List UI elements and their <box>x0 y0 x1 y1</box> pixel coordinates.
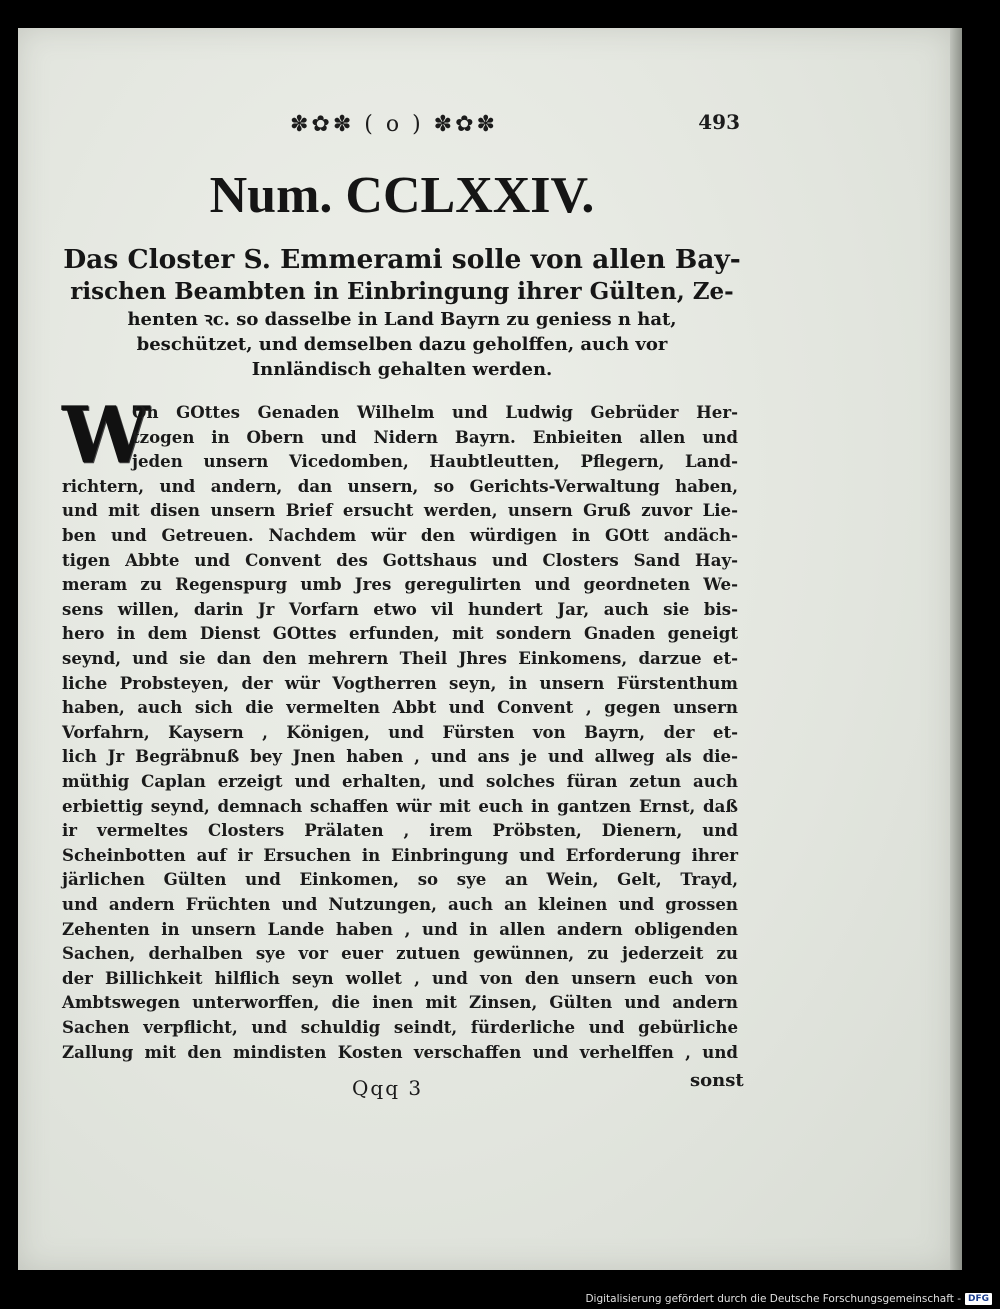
body-line: Vorfahrn, Kaysern , Königen, und Fürsten von Bayrn, der et- <box>62 721 738 742</box>
catchword: sonst <box>690 1070 744 1091</box>
body-line: ben und Getreuen. Nachdem wür den würdigen in GOtt andäch- <box>62 525 738 545</box>
body-line: Scheinbotten auf ir Ersuchen in Einbringung und Erforderung ihrer <box>62 844 738 865</box>
credit-text: Digitalisierung gefördert durch die Deutsche Forschungsgemeinschaft - <box>585 1293 961 1305</box>
subtitle-line-3: henten ꝛc. so dasselbe in Land Bayrn zu geniess n hat, <box>127 309 677 330</box>
body-line: ir vermeltes Closters Prälaten , irem Pröbsten, Dienern, und <box>62 820 738 841</box>
body-line: tzogen in Obern und Nidern Bayrn. Enbieiten allen und <box>132 426 738 447</box>
body-line: liche Probsteyen, der wür Vogtherren seyn, in unsern Fürstenthum <box>62 672 738 693</box>
decorated-initial: W <box>62 390 150 481</box>
body-line: lich Jr Begräbnuß bey Jnen haben , und ans je und allweg als die- <box>62 746 738 767</box>
body-line: jeden unsern Vicedomben, Haubtleutten, Pflegern, Land- <box>132 451 738 472</box>
subtitle-line-2: rischen Beambten in Einbringung ihrer Gülten, Ze- <box>70 278 734 305</box>
body-line: tigen Abbte und Convent des Gottshaus und Closters Sand Hay- <box>62 549 738 570</box>
body-line: richtern, und andern, dan unsern, so Gerichts-Verwaltung haben, <box>62 475 738 496</box>
body-line: der Billichkeit hilflich seyn wollet , und von den unsern euch von <box>62 967 738 988</box>
page-header <box>290 112 740 142</box>
body-line: järlichen Gülten und Einkomen, so sye an Wein, Gelt, Trayd, <box>62 869 738 890</box>
body-line: und andern Früchten und Nutzungen, auch an kleinen und grossen <box>62 894 738 914</box>
document-title: Num. CCLXXIV. <box>209 167 595 224</box>
document-subtitle <box>62 243 742 382</box>
body-line: erbiettig seynd, demnach schaffen wür mit euch in gantzen Ernst, daß <box>62 795 738 816</box>
page-number: 493 <box>698 110 740 134</box>
body-line: meram zu Regenspurg umb Jres geregulirten und geordneten We- <box>62 574 738 595</box>
subtitle-line-4: beschützet, und demselben dazu geholffen, auch vor <box>136 334 668 355</box>
page-edge <box>950 28 962 1270</box>
header-ornament: ✽✿✽ ( o ) ✽✿✽ <box>290 112 498 137</box>
body-line: sens willen, darin Jr Vorfarn etwo vil hundert Jar, auch sie bis- <box>62 598 738 619</box>
body-line: Sachen verpflicht, und schuldig seindt, fürderliche und gebürliche <box>62 1017 738 1037</box>
body-line: Sachen, derhalben sye vor euer zutuen gewünnen, zu jederzeit zu <box>62 943 738 964</box>
body-line: Zehenten in unsern Lande haben , und in allen andern obligenden <box>62 918 738 939</box>
digitization-credit <box>585 1293 992 1305</box>
subtitle-line-1: Das Closter S. Emmerami solle von allen Bay- <box>63 244 741 275</box>
body-line: Ambtswegen unterworffen, die inen mit Zinsen, Gülten und andern <box>62 992 738 1013</box>
body-line: haben, auch sich die vermelten Abbt und Convent , gegen unsern <box>62 697 738 718</box>
signature-mark: Qqq 3 <box>352 1076 424 1100</box>
body-line: On GOttes Genaden Wilhelm und Ludwig Gebrüder Her- <box>132 402 738 422</box>
body-line: hero in dem Dienst GOttes erfunden, mit sondern Gnaden geneigt <box>62 623 738 644</box>
body-line: und mit disen unsern Brief ersucht werden, unsern Gruß zuvor Lie- <box>62 500 738 521</box>
body-line: müthig Caplan erzeigt und erhalten, und solches füran zetun auch <box>62 771 738 791</box>
subtitle-line-5: Innländisch gehalten werden. <box>251 359 553 380</box>
body-line: Zallung mit den mindisten Kosten verschaffen und verhelffen , und <box>62 1041 738 1062</box>
body-line: seynd, und sie dan den mehrern Theil Jhres Einkomens, darzue et- <box>62 648 738 668</box>
dfg-logo: DFG <box>965 1293 992 1305</box>
